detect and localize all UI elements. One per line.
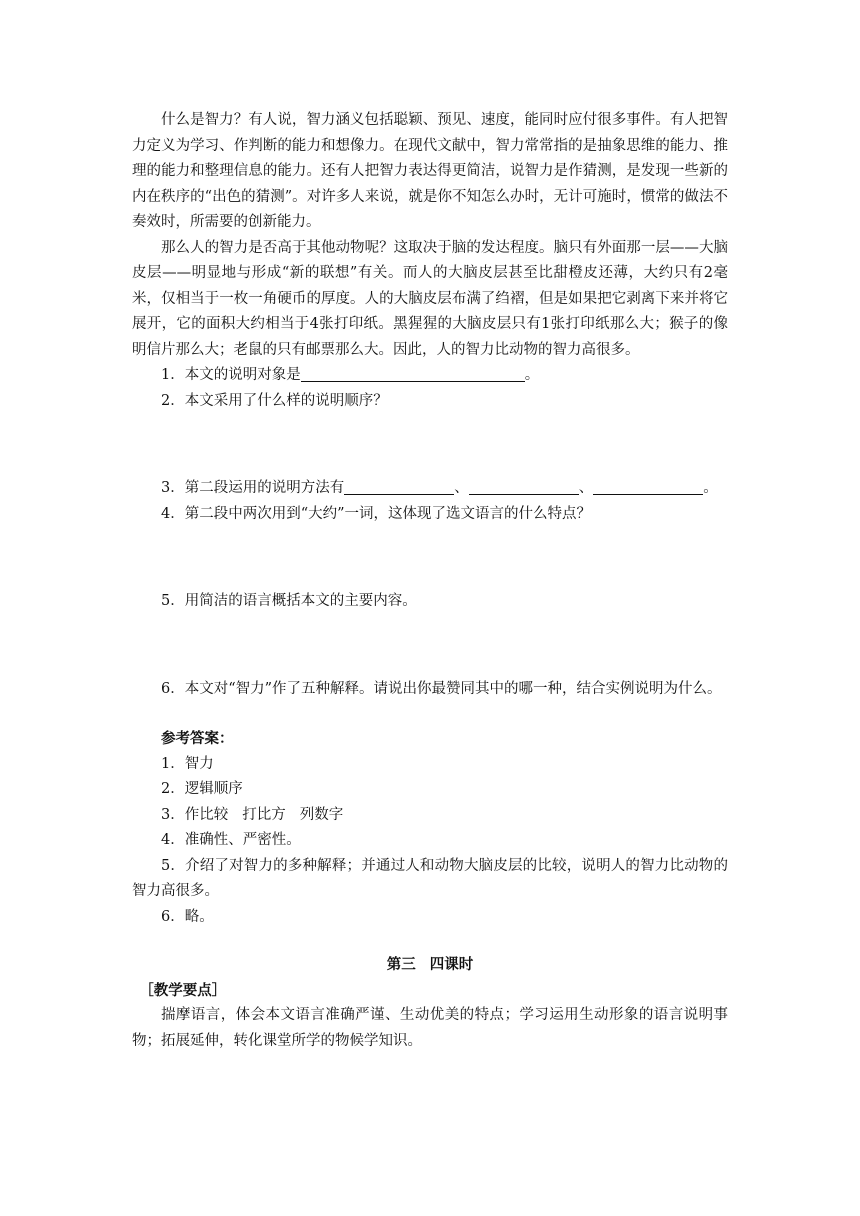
answers-title: 参考答案：	[161, 730, 234, 747]
section-heading: ［教学要点］	[139, 981, 227, 999]
answer-4: 4．准确性、严密性。	[161, 832, 301, 848]
answer-blank	[469, 477, 579, 495]
answer-3-part3: 列数字	[299, 806, 344, 823]
question-1-suffix: 。	[524, 367, 540, 383]
question-3-sep2: 、	[578, 480, 594, 496]
question-3-sep1: 、	[454, 480, 469, 496]
answer-space	[132, 527, 728, 589]
answer-blank	[593, 477, 703, 495]
question-2: 2．本文采用了什么样的说明顺序？	[161, 392, 388, 409]
question-6: 6．本文对“智力”作了五种解释。请说出你最赞同其中的哪一种，结合实例说明为什么。	[161, 680, 722, 697]
answer-5: 5．介绍了对智力的多种解释；并通过人和动物大脑皮层的比较，说明人的智力比动物的智力高很多。	[132, 857, 728, 899]
lesson-title-part1: 第三	[386, 956, 416, 973]
document-page	[132, 108, 728, 1054]
answer-3-part2: 打比方	[242, 806, 286, 823]
question-3-text: 3．第二段运用的说明方法有	[161, 480, 345, 496]
lesson-title-part2: 四课时	[429, 956, 474, 973]
answer-space	[132, 615, 728, 677]
question-5: 5．用简洁的语言概括本文的主要内容。	[161, 593, 417, 609]
answer-3	[132, 803, 728, 829]
answer-6: 6．略。	[161, 908, 214, 925]
answer-blank	[301, 364, 525, 382]
question-3	[132, 476, 728, 502]
answer-3-part1: 3．作比较	[161, 806, 229, 823]
answer-space	[132, 702, 728, 716]
question-4: 4．第二段中两次用到“大约”一词，这体现了选文语言的什么特点？	[161, 505, 592, 522]
passage-paragraph-2: 那么人的智力是否高于其他动物呢？这取决于脑的发达程度。脑只有外面那一层——大脑皮层——明显地与形成“新的联想”有关。而人的大脑皮层甚至比甜橙皮还薄，大约只有2毫米，仅相当于一枚一角硬币的厚度。人的大脑皮层布满了绉褶，但是如果把它剥离下来并将它展开，它的面积大约相当于4张打印纸。黑猩猩的大脑皮层只有1张打印纸那么大；猴子的像明信片那么大；老鼠的只有邮票那么大。因此，人的智力比动物的智力高很多。	[132, 239, 728, 358]
answer-space	[132, 414, 728, 476]
question-1	[132, 363, 728, 389]
section-text: 揣摩语言，体会本文语言准确严谨、生动优美的特点；学习运用生动形象的语言说明事物；拓展延伸，转化课堂所学的物候学知识。	[132, 1007, 728, 1049]
answer-2: 2．逻辑顺序	[161, 781, 243, 797]
passage-paragraph-1: 什么是智力？有人说，智力涵义包括聪颖、预见、速度，能同时应付很多事件。有人把智力定义为学习、作判断的能力和想像力。在现代文献中，智力常常指的是抽象思维的能力、推理的能力和整理信息的能力。还有人把智力表达得更简洁，说智力是作猜测，是发现一些新的内在秩序的“出色的猜测”。对许多人来说，就是你不知怎么办时，无计可施时，惯常的做法不奏效时，所需要的创新能力。	[132, 112, 728, 230]
lesson-title	[132, 952, 728, 978]
answer-1: 1．智力	[161, 755, 214, 772]
question-3-suffix: 。	[703, 480, 718, 496]
answer-blank	[344, 477, 454, 495]
question-1-text: 1．本文的说明对象是	[161, 367, 301, 383]
